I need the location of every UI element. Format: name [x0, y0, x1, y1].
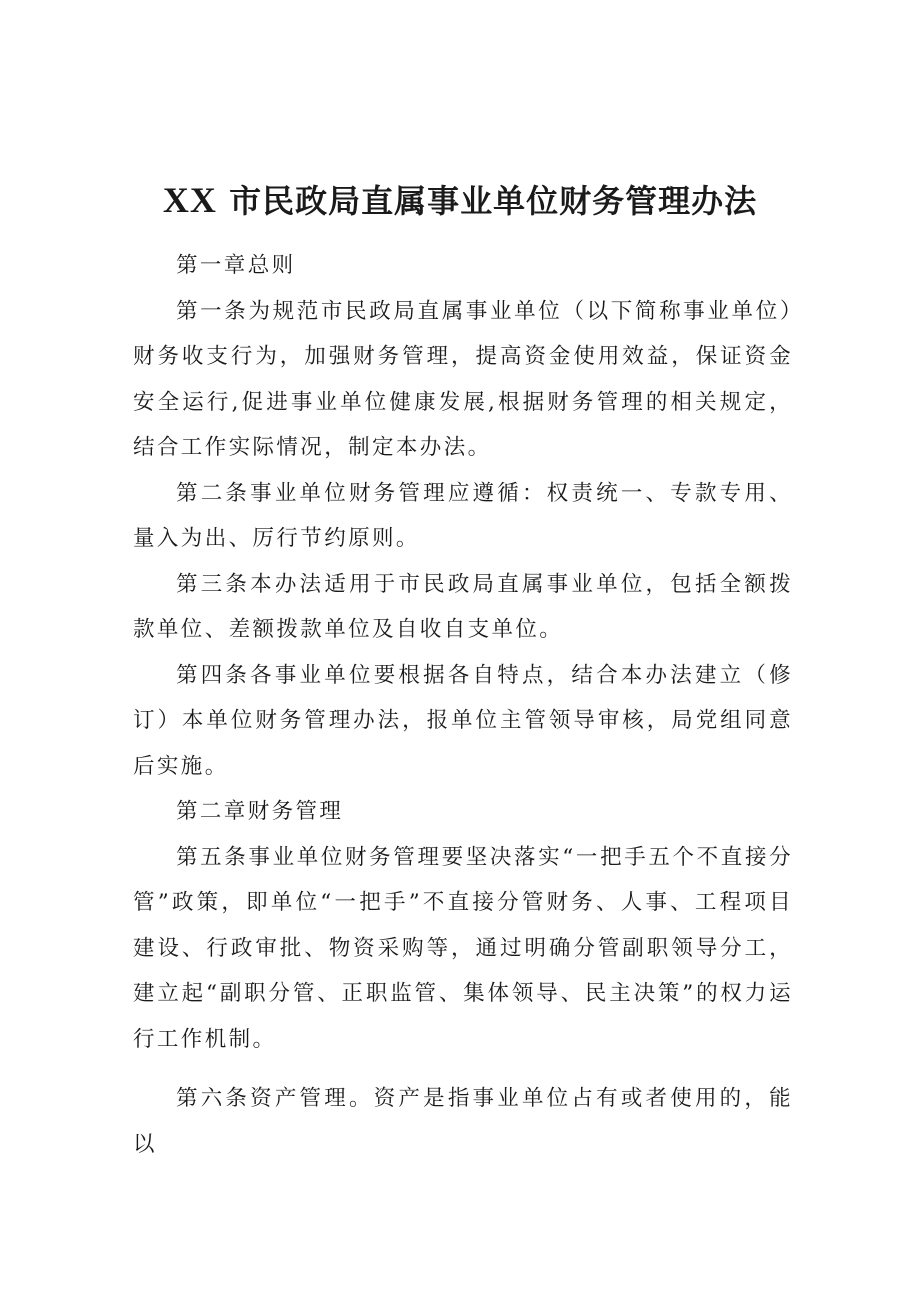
chapter-heading: 第一章总则 [176, 253, 296, 278]
document-body [133, 243, 793, 1167]
chapter-heading: 第二章财务管理 [176, 799, 344, 824]
article-paragraph: 第二条事业单位财务管理应遵循：权责统一、专款专用、量入为出、厉行节约原则。 [133, 480, 793, 551]
title-prefix: XX [162, 180, 217, 220]
article-paragraph: 第五条事业单位财务管理要坚决落实“一把手五个不直接分管”政策，即单位“一把手”不直接分管财务、人事、工程项目建设、行政审批、物资采购等，通过明确分管副职领导分工，建立起“副职分管、正职监管、集体领导、民主决策”的权力运行工作机制。 [133, 844, 793, 1052]
article-paragraph: 第一条为规范市民政局直属事业单位（以下简称事业单位）财务收支行为，加强财务管理，提高资金使用效益，保证资金安全运行,促进事业单位健康发展,根据财务管理的相关规定，结合工作实际情况，制定本办法。 [133, 298, 793, 460]
paragraph-gap [133, 1062, 793, 1076]
document-title [0, 176, 920, 225]
article-paragraph: 第六条资产管理。资产是指事业单位占有或者使用的，能以 [133, 1086, 793, 1157]
title-text: 市民政局直属事业单位财务管理办法 [229, 182, 758, 220]
article-paragraph: 第三条本办法适用于市民政局直属事业单位，包括全额拨款单位、差额拨款单位及自收自支单位。 [133, 571, 793, 642]
article-paragraph: 第四条各事业单位要根据各自特点，结合本办法建立（修订）本单位财务管理办法，报单位主管领导审核，局党组同意后实施。 [133, 662, 793, 779]
